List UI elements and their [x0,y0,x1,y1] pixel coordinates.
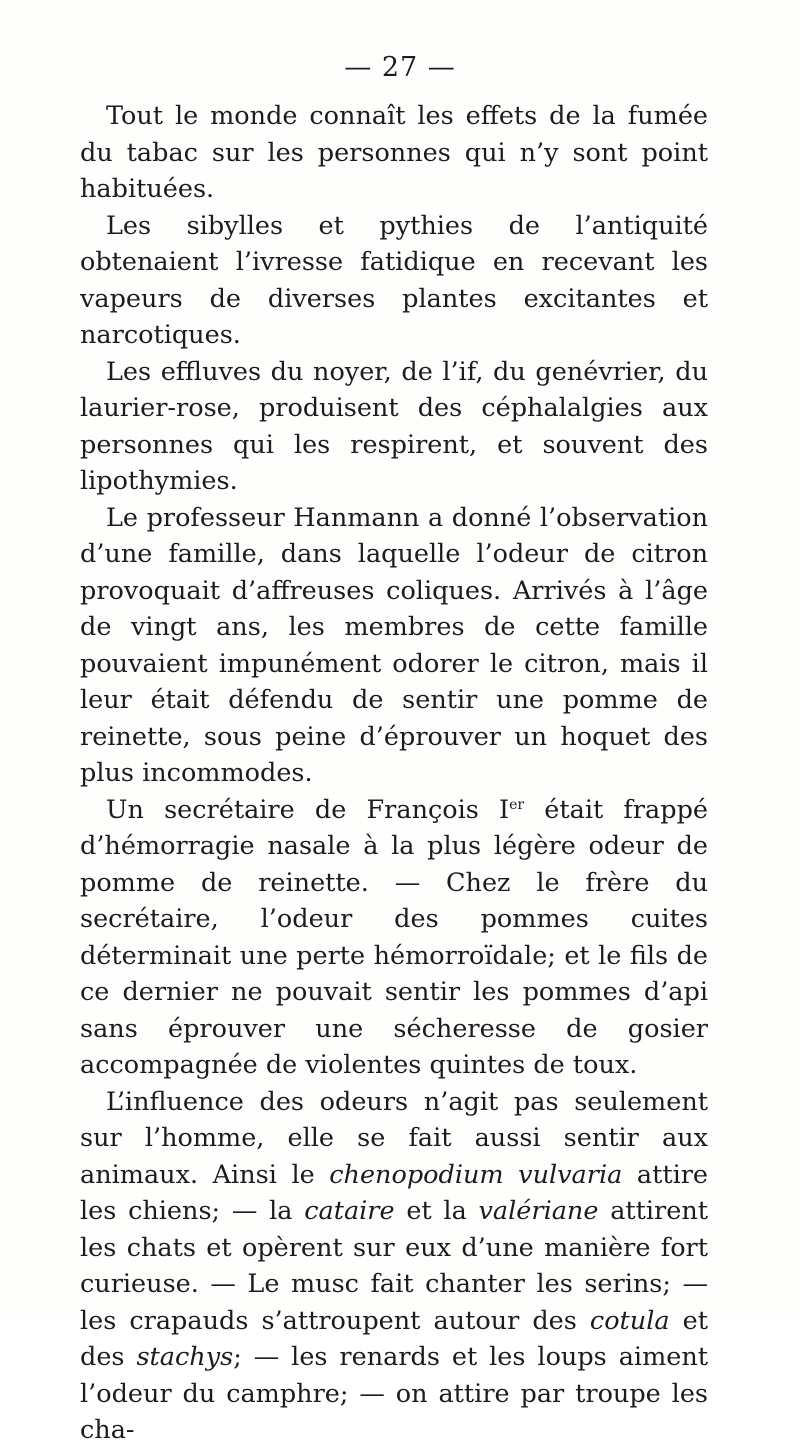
paragraph [80,500,708,792]
page-body-text [80,98,708,1449]
italic-term: valériane [478,1196,599,1226]
text-segment: Tout le monde connaît les effets de la fumée du tabac sur les personnes qui n’y sont point habituées. [80,101,708,204]
superscript-text: er [509,796,525,813]
italic-term: chenopodium vulvaria [329,1159,623,1190]
text-segment: et la [394,1196,479,1226]
text-segment: ; — les renards et les loups aiment l’odeur du camphre; — on attire par troupe les cha- [80,1342,709,1445]
page-number: — 27 — [344,52,456,83]
paragraph [80,1084,708,1449]
paragraph [80,792,708,1084]
text-segment: L’influence des odeurs n’agit pas seulement sur l’homme, elle se fait aussi sentir aux animaux. Ainsi le [80,1086,708,1190]
text-segment: était frappé d’hémorragie nasale à la plus légère odeur de pomme de reinette. — Chez le frère du secrétaire, l’odeur des pommes cuites déterminait une perte hémorroïdale; et le fils de ce dernier ne pouvait sentir les pommes d’api sans éprouver une sécheresse de gosier accompagnée de violentes quintes de toux. [80,794,708,1080]
italic-term: cotula [589,1305,670,1336]
italic-term: cataire [304,1196,395,1226]
text-segment: attire les chiens; — la [80,1159,709,1226]
paragraph [80,354,708,500]
text-segment: et des [80,1305,708,1372]
text-segment: attirent les chats et opèrent sur eux d’une manière fort curieuse. — Le musc fait chanter les serins; — les crapauds s’attroupent autour des [80,1196,708,1336]
text-segment: Les sibylles et pythies de l’antiquité obtenaient l’ivresse fatidique en recevant les vapeurs de diverses plantes excitantes et narcotiques. [80,210,708,350]
paragraph [80,208,708,354]
italic-term: stachys [136,1342,234,1372]
paragraph [80,98,708,208]
text-segment: Le professeur Hanmann a donné l’observation d’une famille, dans laquelle l’odeur de citron provoquait d’affreuses coliques. Arrivés à l’âge de vingt ans, les membres de cette famille pouvaient impunément odorer le citron, mais il leur était défendu de sentir une pomme de reinette, sous peine d’éprouver un hoquet des plus incommodes. [80,502,708,788]
text-segment: Un secrétaire de François I [106,794,510,825]
text-segment: Les effluves du noyer, de l’if, du genévrier, du laurier-rose, produisent des céphalalgies aux personnes qui les respirent, et souvent des lipothymies. [80,356,708,496]
